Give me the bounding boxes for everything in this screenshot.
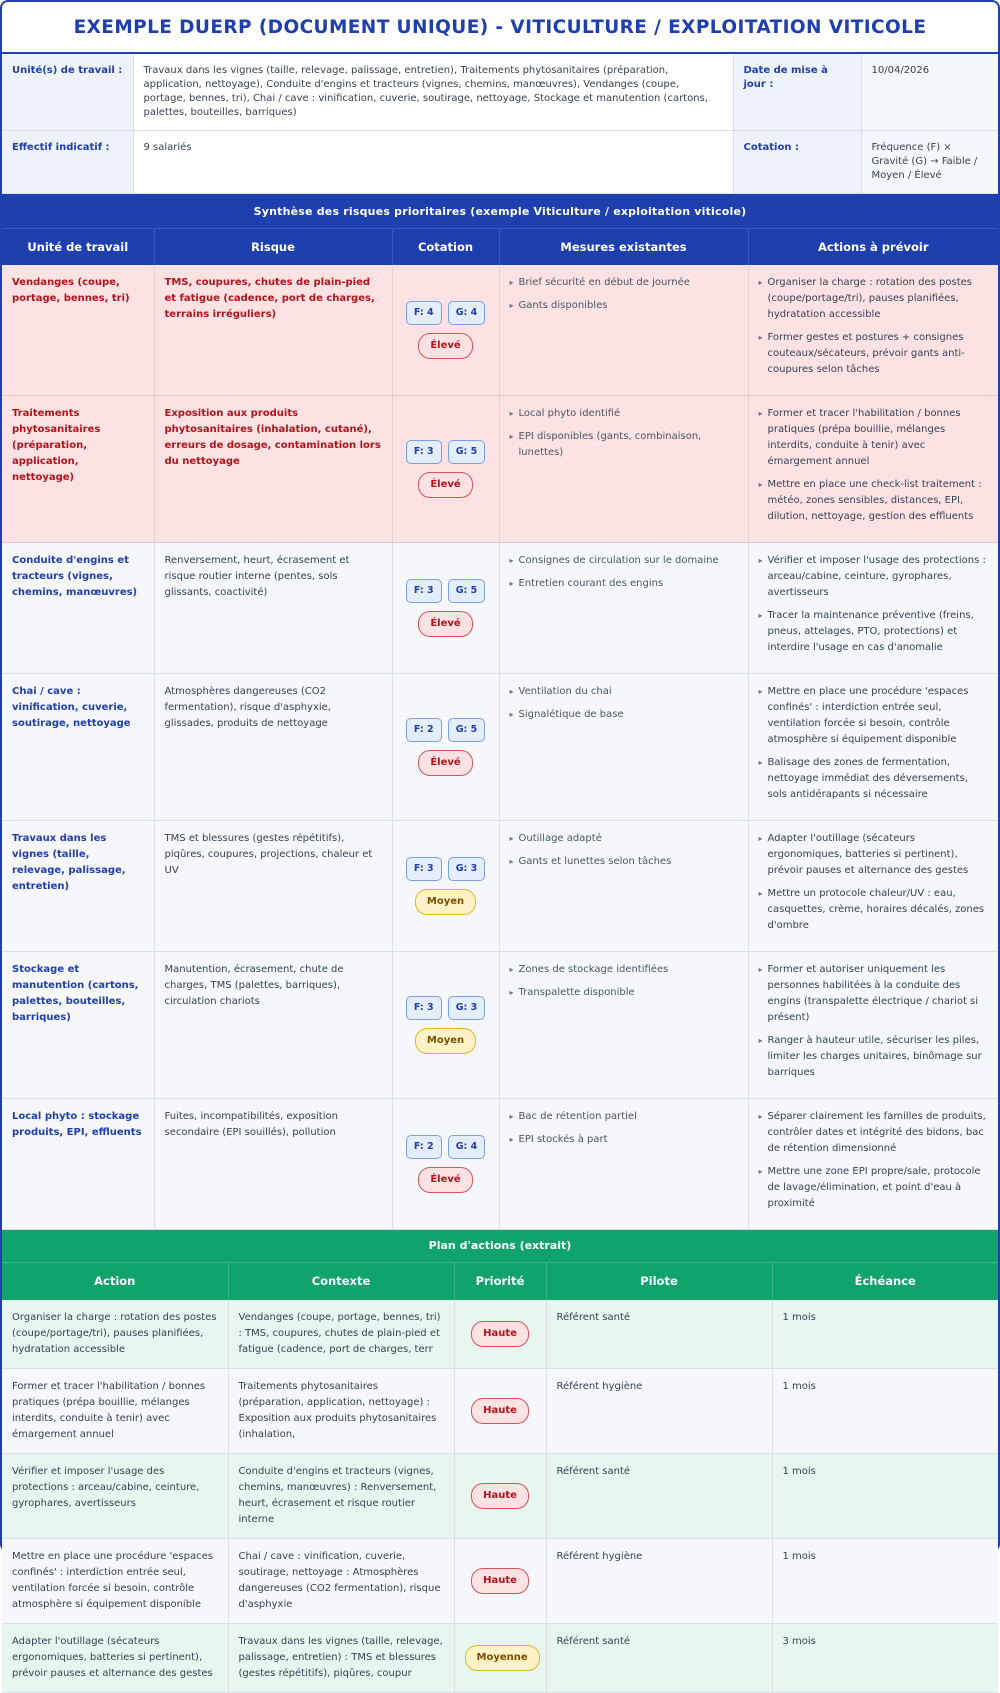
action-item: ▸ Former et autoriser uniquement les personnes habilitées à la conduite des engins (transpalette électrique / chariot si présent) [759, 962, 989, 1026]
plan-context: Traitements phytosanitaires (préparation, application, nettoyage) : Exposition aux produits phytosanitaires (inhalation, [228, 1369, 454, 1454]
gravity-chip: G: 5 [448, 579, 486, 603]
header-cotation: Cotation [392, 229, 499, 265]
action-item: ▸ Former gestes et postures + consignes couteaux/sécateurs, prévoir gants anti-coupures selon tâches [759, 330, 989, 378]
cotation-cell [392, 542, 499, 673]
plan-context: Conduite d'engins et tracteurs (vignes, chemins, manœuvres) : Renversement, heurt, écrasement et risque routier interne [228, 1454, 454, 1539]
actions-list [759, 553, 989, 656]
measures-list [510, 1109, 738, 1148]
risk-unit: Local phyto : stockage produits, EPI, effluents [2, 1098, 154, 1229]
measures-cell [499, 673, 748, 820]
measures-list [510, 553, 738, 592]
risk-description: TMS, coupures, chutes de plain-pied et fatigue (cadence, port de charges, terrains irréguliers) [154, 265, 392, 396]
action-item: ▸ Balisage des zones de fermentation, nettoyage immédiat des déversements, sols antidérapants si nécessaire [759, 755, 989, 803]
header-actions: Actions à prévoir [748, 229, 998, 265]
actions-list [759, 962, 989, 1081]
risk-level-badge: Moyen [415, 1028, 476, 1054]
measures-list [510, 275, 738, 314]
measures-list [510, 684, 738, 723]
priority-badge: Haute [471, 1398, 529, 1424]
action-item: ▸ Tracer la maintenance préventive (freins, pneus, attelages, PTO, protections) et interdire l'usage en cas d'anomalie [759, 608, 989, 656]
gravity-chip: G: 4 [448, 301, 486, 325]
risk-level-badge: Élevé [418, 611, 472, 637]
measure-item: ▸ Signalétique de base [510, 707, 738, 723]
risk-unit: Traitements phytosanitaires (préparation, application, nettoyage) [2, 395, 154, 542]
cotation-chips [406, 440, 486, 464]
date-label: Date de mise à jour : [733, 54, 861, 131]
plan-due: 3 mois [772, 1624, 998, 1693]
frequency-chip: F: 4 [406, 301, 442, 325]
cotation-cell [392, 820, 499, 951]
cotation-group [403, 440, 489, 498]
measure-item: ▸ Transpalette disponible [510, 985, 738, 1001]
actions-cell [748, 542, 998, 673]
gravity-chip: G: 3 [448, 996, 486, 1020]
cotation-chips [406, 718, 486, 742]
action-item: ▸ Mettre une zone EPI propre/sale, protocole de lavage/élimination, et point d'eau à proximité [759, 1164, 989, 1212]
plan-action: Organiser la charge : rotation des postes (coupe/portage/tri), pauses planifiées, hydratation accessible [2, 1300, 228, 1369]
cotation-chips [406, 301, 486, 325]
risk-description: Exposition aux produits phytosanitaires (inhalation, cutané), erreurs de dosage, contamination lors du nettoyage [154, 395, 392, 542]
plan-action: Former et tracer l'habilitation / bonnes pratiques (prépa bouillie, mélanges interdits, conduite à tenir) avec émargement annuel [2, 1369, 228, 1454]
measures-cell [499, 820, 748, 951]
plan-pilot: Référent santé [546, 1300, 772, 1369]
risk-level-badge: Élevé [418, 333, 472, 359]
actions-list [759, 275, 989, 378]
measure-item: ▸ Gants disponibles [510, 298, 738, 314]
priority-badge: Haute [471, 1568, 529, 1594]
plan-row [2, 1539, 998, 1624]
effectif-label: Effectif indicatif : [2, 131, 133, 194]
units-label: Unité(s) de travail : [2, 54, 133, 131]
risk-row [2, 951, 998, 1098]
action-item: ▸ Organiser la charge : rotation des postes (coupe/portage/tri), pauses planifiées, hydratation accessible [759, 275, 989, 323]
cotation-cell [392, 265, 499, 396]
actions-cell [748, 265, 998, 396]
risk-row [2, 1098, 998, 1229]
action-item: ▸ Adapter l'outillage (sécateurs ergonomiques, batteries si pertinent), prévoir pauses et alternance des gestes [759, 831, 989, 879]
plan-row [2, 1300, 998, 1369]
cotation-chips [406, 1135, 486, 1159]
actions-cell [748, 673, 998, 820]
risk-description: Renversement, heurt, écrasement et risque routier interne (pentes, sols glissants, coactivité) [154, 542, 392, 673]
units-value: Travaux dans les vignes (taille, relevage, palissage, entretien), Traitements phytosanitaires (préparation, application, nettoyage), Conduite d'engins et tracteurs (vignes, chemins, manœuvres), Vendanges (coupe, portage, bennes, tri), Chai / cave : vinification, cuverie, soutirage, nettoyage, Stockage et manutention (cartons, palettes, bouteilles, barriques) [133, 54, 733, 131]
action-item: ▸ Mettre un protocole chaleur/UV : eau, casquettes, crème, horaires décalés, zones d'ombre [759, 886, 989, 934]
risk-description: TMS et blessures (gestes répétitifs), piqûres, coupures, projections, chaleur et UV [154, 820, 392, 951]
risk-row [2, 265, 998, 396]
actions-cell [748, 395, 998, 542]
plan-row [2, 1369, 998, 1454]
cotation-cell [392, 951, 499, 1098]
cotation-cell [392, 1098, 499, 1229]
action-item: ▸ Vérifier et imposer l'usage des protections : arceau/cabine, ceinture, gyrophares, avertisseurs [759, 553, 989, 601]
plan-priority-cell [454, 1539, 546, 1624]
gravity-chip: G: 5 [448, 440, 486, 464]
actions-cell [748, 820, 998, 951]
plan-due: 1 mois [772, 1539, 998, 1624]
plan-action: Vérifier et imposer l'usage des protections : arceau/cabine, ceinture, gyrophares, avertisseurs [2, 1454, 228, 1539]
plan-band: Plan d'actions (extrait) [2, 1230, 998, 1262]
risk-row [2, 820, 998, 951]
priority-badge: Moyenne [465, 1645, 540, 1671]
measure-item: ▸ Zones de stockage identifiées [510, 962, 738, 978]
plan-due: 1 mois [772, 1300, 998, 1369]
header-context: Contexte [228, 1262, 454, 1300]
risk-description: Manutention, écrasement, chute de charges, TMS (palettes, barriques), circulation chariots [154, 951, 392, 1098]
header-due: Échéance [772, 1262, 998, 1300]
risk-level-badge: Élevé [418, 750, 472, 776]
risk-description: Atmosphères dangereuses (CO2 fermentation), risque d'asphyxie, glissades, produits de nettoyage [154, 673, 392, 820]
measures-list [510, 962, 738, 1001]
measures-cell [499, 265, 748, 396]
risk-unit: Conduite d'engins et tracteurs (vignes, chemins, manœuvres) [2, 542, 154, 673]
gravity-chip: G: 4 [448, 1135, 486, 1159]
frequency-chip: F: 2 [406, 718, 442, 742]
gravity-chip: G: 3 [448, 857, 486, 881]
risk-unit: Stockage et manutention (cartons, palettes, bouteilles, barriques) [2, 951, 154, 1098]
header-measures: Mesures existantes [499, 229, 748, 265]
measure-item: ▸ Brief sécurité en début de journée [510, 275, 738, 291]
measures-cell [499, 395, 748, 542]
plan-context: Chai / cave : vinification, cuverie, soutirage, nettoyage : Atmosphères dangereuses (CO2 fermentation), risque d'asphyxie [228, 1539, 454, 1624]
measures-cell [499, 951, 748, 1098]
actions-list [759, 406, 989, 525]
risk-unit: Chai / cave : vinification, cuverie, soutirage, nettoyage [2, 673, 154, 820]
measure-item: ▸ EPI disponibles (gants, combinaison, lunettes) [510, 429, 738, 461]
effectif-value: 9 salariés [133, 131, 733, 194]
info-table [2, 54, 998, 194]
measures-list [510, 406, 738, 461]
measure-item: ▸ Outillage adapté [510, 831, 738, 847]
actions-list [759, 684, 989, 803]
cotation-chips [406, 579, 486, 603]
risk-description: Fuites, incompatibilités, exposition secondaire (EPI souillés), pollution [154, 1098, 392, 1229]
plan-due: 1 mois [772, 1369, 998, 1454]
header-risk: Risque [154, 229, 392, 265]
cotation-group [403, 1135, 489, 1193]
action-item: ▸ Mettre en place une check-list traitement : météo, zones sensibles, distances, EPI, dilution, nettoyage, gestion des effluents [759, 477, 989, 525]
measure-item: ▸ Entretien courant des engins [510, 576, 738, 592]
actions-cell [748, 951, 998, 1098]
risk-row [2, 542, 998, 673]
measure-item: ▸ Gants et lunettes selon tâches [510, 854, 738, 870]
risk-level-badge: Moyen [415, 889, 476, 915]
cotation-cell [392, 395, 499, 542]
plan-row [2, 1454, 998, 1539]
risk-row [2, 395, 998, 542]
plan-priority-cell [454, 1369, 546, 1454]
action-item: ▸ Ranger à hauteur utile, sécuriser les piles, limiter les charges unitaires, binômage sur barriques [759, 1033, 989, 1081]
risk-row [2, 673, 998, 820]
synthese-table [2, 228, 998, 1230]
measure-item: ▸ EPI stockés à part [510, 1132, 738, 1148]
frequency-chip: F: 3 [406, 996, 442, 1020]
synthese-band: Synthèse des risques prioritaires (exemple Viticulture / exploitation viticole) [2, 194, 998, 228]
date-value: 10/04/2026 [861, 54, 998, 131]
header-priority: Priorité [454, 1262, 546, 1300]
plan-priority-cell [454, 1300, 546, 1369]
cotation-chips [406, 996, 486, 1020]
plan-row [2, 1624, 998, 1693]
frequency-chip: F: 3 [406, 440, 442, 464]
plan-pilot: Référent hygiène [546, 1539, 772, 1624]
plan-action: Mettre en place une procédure 'espaces confinés' : interdiction entrée seul, ventilation forcée si besoin, contrôle atmosphère si équipement disponible [2, 1539, 228, 1624]
actions-cell [748, 1098, 998, 1229]
cotation-group [403, 996, 489, 1054]
frequency-chip: F: 2 [406, 1135, 442, 1159]
plan-priority-cell [454, 1624, 546, 1693]
header-unit: Unité de travail [2, 229, 154, 265]
plan-pilot: Référent santé [546, 1624, 772, 1693]
measures-cell [499, 542, 748, 673]
action-item: ▸ Mettre en place une procédure 'espaces confinés' : interdiction entrée seul, ventilation forcée si besoin, contrôle atmosphère si équipement disponible [759, 684, 989, 748]
header-pilot: Pilote [546, 1262, 772, 1300]
cotation-chips [406, 857, 486, 881]
priority-badge: Haute [471, 1321, 529, 1347]
cotation-cell [392, 673, 499, 820]
plan-table [2, 1262, 998, 1693]
risk-unit: Vendanges (coupe, portage, bennes, tri) [2, 265, 154, 396]
measure-item: ▸ Bac de rétention partiel [510, 1109, 738, 1125]
cotation-group [403, 857, 489, 915]
measure-item: ▸ Local phyto identifié [510, 406, 738, 422]
plan-due: 1 mois [772, 1454, 998, 1539]
measures-list [510, 831, 738, 870]
cotation-group [403, 579, 489, 637]
risk-level-badge: Élevé [418, 472, 472, 498]
cotation-group [403, 718, 489, 776]
plan-action: Adapter l'outillage (sécateurs ergonomiques, batteries si pertinent), prévoir pauses et alternance des gestes [2, 1624, 228, 1693]
measure-item: ▸ Ventilation du chai [510, 684, 738, 700]
document-title: EXEMPLE DUERP (DOCUMENT UNIQUE) - VITICULTURE / EXPLOITATION VITICOLE [2, 2, 998, 54]
header-action: Action [2, 1262, 228, 1300]
actions-list [759, 831, 989, 934]
action-item: ▸ Former et tracer l'habilitation / bonnes pratiques (prépa bouillie, mélanges interdits, conduite à tenir) avec émargement annuel [759, 406, 989, 470]
measure-item: ▸ Consignes de circulation sur le domaine [510, 553, 738, 569]
plan-priority-cell [454, 1454, 546, 1539]
plan-pilot: Référent santé [546, 1454, 772, 1539]
gravity-chip: G: 5 [448, 718, 486, 742]
risk-level-badge: Élevé [418, 1167, 472, 1193]
risk-unit: Travaux dans les vignes (taille, relevage, palissage, entretien) [2, 820, 154, 951]
cotation-value: Fréquence (F) × Gravité (G) → Faible / Moyen / Élevé [861, 131, 998, 194]
actions-list [759, 1109, 989, 1212]
plan-context: Travaux dans les vignes (taille, relevage, palissage, entretien) : TMS et blessures (gestes répétitifs), piqûres, coupur [228, 1624, 454, 1693]
plan-context: Vendanges (coupe, portage, bennes, tri) : TMS, coupures, chutes de plain-pied et fatigue (cadence, port de charges, terr [228, 1300, 454, 1369]
measures-cell [499, 1098, 748, 1229]
cotation-group [403, 301, 489, 359]
frequency-chip: F: 3 [406, 579, 442, 603]
plan-pilot: Référent hygiène [546, 1369, 772, 1454]
cotation-label: Cotation : [733, 131, 861, 194]
action-item: ▸ Séparer clairement les familles de produits, contrôler dates et intégrité des bidons, bac de rétention dimensionné [759, 1109, 989, 1157]
frequency-chip: F: 3 [406, 857, 442, 881]
priority-badge: Haute [471, 1483, 529, 1509]
